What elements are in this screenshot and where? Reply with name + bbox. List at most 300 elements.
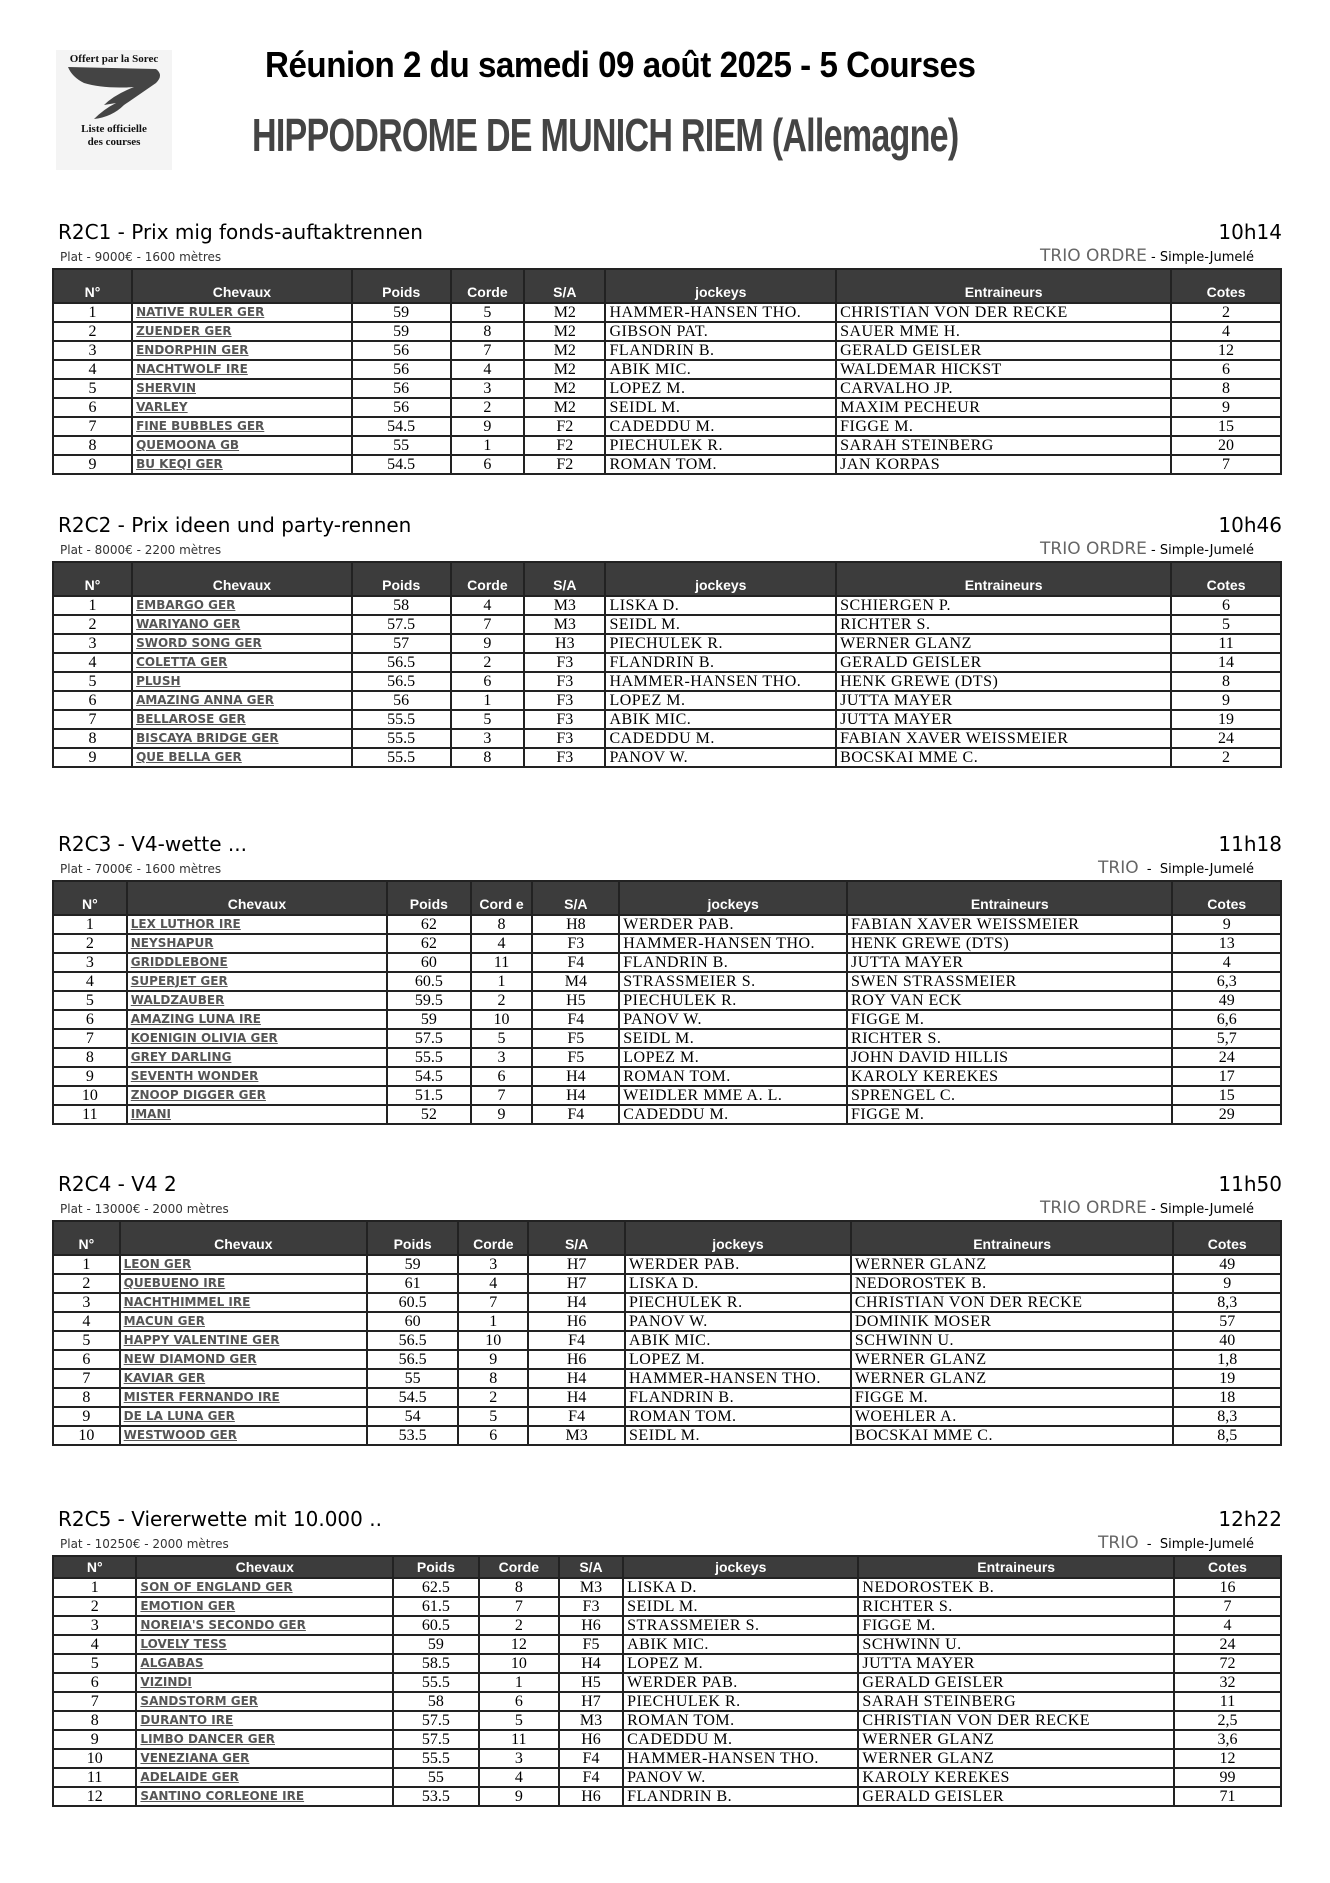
horse-name-link[interactable]: WALDZAUBER bbox=[130, 993, 225, 1007]
runner-number: 7 bbox=[53, 1692, 136, 1711]
bet-type: TRIO ORDRE bbox=[1040, 246, 1147, 266]
table-row bbox=[53, 1635, 1281, 1654]
odds: 13 bbox=[1172, 934, 1281, 953]
col-jockey-header[interactable]: jockeys bbox=[605, 562, 836, 596]
table-row bbox=[53, 1711, 1281, 1730]
draw: 6 bbox=[458, 1426, 528, 1445]
bet-type: TRIO bbox=[1098, 858, 1139, 878]
col-draw-header[interactable]: Corde bbox=[458, 1221, 528, 1255]
race-header bbox=[52, 1507, 1282, 1535]
table-row bbox=[53, 672, 1281, 691]
col-trainer-header[interactable]: Entraineurs bbox=[851, 1221, 1174, 1255]
col-sex-age-header[interactable]: S/A bbox=[532, 881, 619, 915]
draw: 4 bbox=[451, 596, 525, 615]
horse-name-link[interactable]: GREY DARLING bbox=[130, 1050, 232, 1064]
runner-number: 2 bbox=[53, 1597, 136, 1616]
horse-cell bbox=[127, 934, 387, 953]
horse-name-link[interactable]: HAPPY VALENTINE GER bbox=[123, 1333, 280, 1347]
odds: 9 bbox=[1172, 915, 1281, 934]
horse-name-link[interactable]: COLETTA GER bbox=[136, 655, 228, 669]
draw: 1 bbox=[451, 691, 525, 710]
runner-number: 4 bbox=[53, 653, 132, 672]
horse-name-link[interactable]: NEW DIAMOND GER bbox=[123, 1352, 257, 1366]
trainer: WOEHLER A. bbox=[851, 1407, 1174, 1426]
draw: 4 bbox=[451, 360, 525, 379]
trainer: CHRISTIAN VON DER RECKE bbox=[836, 303, 1171, 322]
table-row bbox=[53, 1407, 1281, 1426]
sex-age: M3 bbox=[524, 596, 605, 615]
weight: 62 bbox=[387, 934, 471, 953]
horse-name-link[interactable]: FINE BUBBLES GER bbox=[136, 419, 265, 433]
horse-name-link[interactable]: SHERVIN bbox=[136, 381, 196, 395]
jockey: SEIDL M. bbox=[625, 1426, 851, 1445]
jockey: CADEDDU M. bbox=[623, 1730, 858, 1749]
horse-name-link[interactable]: ZNOOP DIGGER GER bbox=[130, 1088, 266, 1102]
jockey: ROMAN TOM. bbox=[619, 1067, 847, 1086]
horse-name-link[interactable]: LEX LUTHOR IRE bbox=[130, 917, 241, 931]
horse-name-link[interactable]: VENEZIANA GER bbox=[140, 1751, 250, 1765]
weight: 57.5 bbox=[393, 1730, 479, 1749]
trainer: BOCSKAI MME C. bbox=[851, 1426, 1174, 1445]
jockey: LOPEZ M. bbox=[605, 379, 836, 398]
horse-name-link[interactable]: NOREIA'S SECONDO GER bbox=[140, 1618, 306, 1632]
col-weight-header[interactable]: Poids bbox=[352, 562, 451, 596]
horse-name-link[interactable]: BU KEQI GER bbox=[136, 457, 223, 471]
race-subheader bbox=[52, 541, 1282, 561]
col-weight-header[interactable]: Poids bbox=[367, 1221, 458, 1255]
weight: 61.5 bbox=[393, 1597, 479, 1616]
table-row bbox=[53, 398, 1281, 417]
runner-number: 9 bbox=[53, 1407, 120, 1426]
weight: 54.5 bbox=[387, 1067, 471, 1086]
table-row bbox=[53, 1255, 1281, 1274]
col-odds-header[interactable]: Cotes bbox=[1174, 1556, 1281, 1578]
col-trainer-header[interactable]: Entraineurs bbox=[858, 1556, 1174, 1578]
weight: 54.5 bbox=[352, 455, 451, 474]
table-row bbox=[53, 1787, 1281, 1806]
sex-age: M4 bbox=[532, 972, 619, 991]
col-sex-age-header[interactable]: S/A bbox=[524, 562, 605, 596]
sex-age: H6 bbox=[528, 1312, 625, 1331]
race-section bbox=[52, 220, 1282, 475]
horse-name-link[interactable]: SANDSTORM GER bbox=[140, 1694, 259, 1708]
race-bets bbox=[1040, 1198, 1254, 1218]
horse-name-link[interactable]: AMAZING ANNA GER bbox=[136, 693, 274, 707]
weight: 59 bbox=[387, 1010, 471, 1029]
draw: 3 bbox=[451, 729, 525, 748]
race-header bbox=[52, 513, 1282, 541]
trainer: CHRISTIAN VON DER RECKE bbox=[851, 1293, 1174, 1312]
table-row bbox=[53, 972, 1281, 991]
draw: 9 bbox=[471, 1105, 533, 1124]
runner-number: 6 bbox=[53, 1673, 136, 1692]
table-row bbox=[53, 379, 1281, 398]
horse-name-link[interactable]: WESTWOOD GER bbox=[123, 1428, 237, 1442]
jockey: LOPEZ M. bbox=[623, 1654, 858, 1673]
sex-age: H6 bbox=[528, 1350, 625, 1369]
odds: 7 bbox=[1174, 1597, 1281, 1616]
runner-number: 5 bbox=[53, 379, 132, 398]
table-row bbox=[53, 1616, 1281, 1635]
weight: 59 bbox=[367, 1255, 458, 1274]
horse-name-link[interactable]: BISCAYA BRIDGE GER bbox=[136, 731, 279, 745]
draw: 3 bbox=[471, 1048, 533, 1067]
odds: 32 bbox=[1174, 1673, 1281, 1692]
jockey: GIBSON PAT. bbox=[605, 322, 836, 341]
race-time: 12h22 bbox=[1218, 1507, 1282, 1531]
sex-age: M2 bbox=[524, 341, 605, 360]
odds: 11 bbox=[1171, 634, 1281, 653]
weight: 51.5 bbox=[387, 1086, 471, 1105]
runner-number: 6 bbox=[53, 1350, 120, 1369]
draw: 7 bbox=[479, 1597, 559, 1616]
col-draw-header[interactable]: Corde bbox=[479, 1556, 559, 1578]
col-jockey-header[interactable]: jockeys bbox=[623, 1556, 858, 1578]
runner-number: 11 bbox=[53, 1105, 127, 1124]
horse-cell bbox=[132, 672, 352, 691]
odds: 24 bbox=[1171, 729, 1281, 748]
col-number-header[interactable]: N° bbox=[53, 1221, 120, 1255]
sex-age: F4 bbox=[528, 1331, 625, 1350]
sex-age: H7 bbox=[528, 1255, 625, 1274]
horse-cell bbox=[120, 1369, 367, 1388]
horse-name-link[interactable]: EMOTION GER bbox=[140, 1599, 236, 1613]
bet-type: TRIO ORDRE bbox=[1040, 1198, 1147, 1218]
draw: 1 bbox=[451, 436, 525, 455]
runner-number: 10 bbox=[53, 1749, 136, 1768]
trainer: JUTTA MAYER bbox=[836, 710, 1171, 729]
odds: 6,6 bbox=[1172, 1010, 1281, 1029]
col-horse-header[interactable]: Chevaux bbox=[132, 562, 352, 596]
table-row bbox=[53, 953, 1281, 972]
col-horse-header[interactable]: Chevaux bbox=[127, 881, 387, 915]
jockey: FLANDRIN B. bbox=[605, 653, 836, 672]
jockey: WERDER PAB. bbox=[619, 915, 847, 934]
draw: 3 bbox=[479, 1749, 559, 1768]
draw: 7 bbox=[471, 1086, 533, 1105]
jockey: PIECHULEK R. bbox=[619, 991, 847, 1010]
runner-number: 5 bbox=[53, 1654, 136, 1673]
horse-name-link[interactable]: SANTINO CORLEONE IRE bbox=[140, 1789, 305, 1803]
col-horse-header[interactable]: Chevaux bbox=[132, 269, 352, 303]
draw: 10 bbox=[471, 1010, 533, 1029]
horse-name-link[interactable]: NACHTWOLF IRE bbox=[136, 362, 248, 376]
table-row bbox=[53, 748, 1281, 767]
odds: 12 bbox=[1171, 341, 1281, 360]
col-number-header[interactable]: N° bbox=[53, 269, 132, 303]
weight: 60.5 bbox=[393, 1616, 479, 1635]
horse-name-link[interactable]: DE LA LUNA GER bbox=[123, 1409, 235, 1423]
table-row bbox=[53, 915, 1281, 934]
table-row bbox=[53, 1331, 1281, 1350]
horse-cell bbox=[132, 653, 352, 672]
weight: 61 bbox=[367, 1274, 458, 1293]
draw: 10 bbox=[458, 1331, 528, 1350]
horse-name-link[interactable]: SON OF ENGLAND GER bbox=[140, 1580, 293, 1594]
runner-number: 2 bbox=[53, 615, 132, 634]
horse-name-link[interactable]: VIZINDI bbox=[140, 1675, 192, 1689]
meeting-title: Réunion 2 du samedi 09 août 2025 - 5 Courses bbox=[265, 44, 976, 85]
col-draw-header[interactable]: Corde bbox=[451, 562, 525, 596]
horse-name-link[interactable]: SUPERJET GER bbox=[130, 974, 228, 988]
table-row bbox=[53, 1426, 1281, 1445]
horse-cell bbox=[132, 691, 352, 710]
draw: 4 bbox=[471, 934, 533, 953]
col-trainer-header[interactable]: Entraineurs bbox=[847, 881, 1172, 915]
race-name: R2C3 - V4-wette ... bbox=[58, 832, 247, 856]
table-row bbox=[53, 1673, 1281, 1692]
runner-number: 10 bbox=[53, 1426, 120, 1445]
odds: 16 bbox=[1174, 1578, 1281, 1597]
horse-name-link[interactable]: WARIYANO GER bbox=[136, 617, 241, 631]
bet-extra: - Simple-Jumelé bbox=[1146, 250, 1254, 265]
jockey: LISKA D. bbox=[605, 596, 836, 615]
horse-name-link[interactable]: EMBARGO GER bbox=[136, 598, 236, 612]
jockey: SEIDL M. bbox=[623, 1597, 858, 1616]
jockey: FLANDRIN B. bbox=[625, 1388, 851, 1407]
trainer: JUTTA MAYER bbox=[836, 691, 1171, 710]
horse-cell bbox=[132, 455, 352, 474]
jockey: ABIK MIC. bbox=[623, 1635, 858, 1654]
odds: 24 bbox=[1174, 1635, 1281, 1654]
sex-age: F5 bbox=[532, 1048, 619, 1067]
trainer: WERNER GLANZ bbox=[851, 1350, 1174, 1369]
col-sex-age-header[interactable]: S/A bbox=[559, 1556, 623, 1578]
runner-number: 2 bbox=[53, 934, 127, 953]
runners-table bbox=[52, 1220, 1282, 1446]
col-horse-header[interactable]: Chevaux bbox=[136, 1556, 393, 1578]
col-trainer-header[interactable]: Entraineurs bbox=[836, 269, 1171, 303]
horse-name-link[interactable]: MISTER FERNANDO IRE bbox=[123, 1390, 280, 1404]
horse-name-link[interactable]: PLUSH bbox=[136, 674, 181, 688]
col-number-header[interactable]: N° bbox=[53, 562, 132, 596]
runner-number: 2 bbox=[53, 322, 132, 341]
runner-number: 3 bbox=[53, 634, 132, 653]
jockey: FLANDRIN B. bbox=[605, 341, 836, 360]
odds: 8,3 bbox=[1173, 1293, 1281, 1312]
horse-name-link[interactable]: SWORD SONG GER bbox=[136, 636, 262, 650]
odds: 7 bbox=[1171, 455, 1281, 474]
table-row bbox=[53, 1749, 1281, 1768]
horse-name-link[interactable]: SEVENTH WONDER bbox=[130, 1069, 259, 1083]
trainer: FIGGE M. bbox=[847, 1010, 1172, 1029]
horse-name-link[interactable]: AMAZING LUNA IRE bbox=[130, 1012, 261, 1026]
horse-cell bbox=[132, 748, 352, 767]
horse-cell bbox=[120, 1255, 367, 1274]
runner-number: 8 bbox=[53, 436, 132, 455]
trainer: GERALD GEISLER bbox=[858, 1673, 1174, 1692]
horse-name-link[interactable]: BELLAROSE GER bbox=[136, 712, 246, 726]
race-subheader bbox=[52, 1535, 1282, 1555]
col-trainer-header[interactable]: Entraineurs bbox=[836, 562, 1171, 596]
draw: 3 bbox=[451, 379, 525, 398]
jockey: SEIDL M. bbox=[605, 398, 836, 417]
horse-name-link[interactable]: ZUENDER GER bbox=[136, 324, 232, 338]
col-number-header[interactable]: N° bbox=[53, 881, 127, 915]
horse-name-link[interactable]: MACUN GER bbox=[123, 1314, 205, 1328]
horse-name-link[interactable]: NATIVE RULER GER bbox=[136, 305, 265, 319]
col-jockey-header[interactable]: jockeys bbox=[625, 1221, 851, 1255]
col-number-header[interactable]: N° bbox=[53, 1556, 136, 1578]
weight: 56 bbox=[352, 691, 451, 710]
horse-cell bbox=[136, 1597, 393, 1616]
col-horse-header[interactable]: Chevaux bbox=[120, 1221, 367, 1255]
horse-cell bbox=[136, 1692, 393, 1711]
draw: 6 bbox=[451, 455, 525, 474]
horse-name-link[interactable]: NEYSHAPUR bbox=[130, 936, 214, 950]
sex-age: F3 bbox=[524, 653, 605, 672]
col-weight-header[interactable]: Poids bbox=[393, 1556, 479, 1578]
col-jockey-header[interactable]: jockeys bbox=[619, 881, 847, 915]
horse-name-link[interactable]: IMANI bbox=[130, 1107, 171, 1121]
odds: 5 bbox=[1171, 615, 1281, 634]
draw: 7 bbox=[458, 1293, 528, 1312]
runner-number: 8 bbox=[53, 1388, 120, 1407]
col-odds-header[interactable]: Cotes bbox=[1172, 881, 1281, 915]
runner-number: 1 bbox=[53, 596, 132, 615]
odds: 5,7 bbox=[1172, 1029, 1281, 1048]
draw: 11 bbox=[471, 953, 533, 972]
horse-name-link[interactable]: NACHTHIMMEL IRE bbox=[123, 1295, 251, 1309]
draw: 4 bbox=[458, 1274, 528, 1293]
odds: 18 bbox=[1173, 1388, 1281, 1407]
odds: 4 bbox=[1174, 1616, 1281, 1635]
jockey: WERDER PAB. bbox=[623, 1673, 858, 1692]
draw: 6 bbox=[471, 1067, 533, 1086]
horse-name-link[interactable]: QUEBUENO IRE bbox=[123, 1276, 226, 1290]
horse-name-link[interactable]: QUE BELLA GER bbox=[136, 750, 242, 764]
runner-number: 7 bbox=[53, 1029, 127, 1048]
weight: 56.5 bbox=[367, 1331, 458, 1350]
trainer: HENK GREWE (DTS) bbox=[836, 672, 1171, 691]
horse-cell bbox=[136, 1787, 393, 1806]
col-jockey-header[interactable]: jockeys bbox=[605, 269, 836, 303]
horse-name-link[interactable]: LIMBO DANCER GER bbox=[140, 1732, 275, 1746]
sex-age: F5 bbox=[559, 1635, 623, 1654]
jockey: LISKA D. bbox=[623, 1578, 858, 1597]
venue-title: HIPPODROME DE MUNICH RIEM (Allemagne) bbox=[252, 109, 959, 161]
sex-age: F4 bbox=[559, 1749, 623, 1768]
jockey: SEIDL M. bbox=[605, 615, 836, 634]
race-conditions: Plat - 10250€ - 2000 mètres bbox=[60, 1537, 229, 1551]
trainer: GERALD GEISLER bbox=[836, 341, 1171, 360]
horse-name-link[interactable]: GRIDDLEBONE bbox=[130, 955, 228, 969]
horse-cell bbox=[127, 915, 387, 934]
horse-cell bbox=[136, 1730, 393, 1749]
weight: 58 bbox=[393, 1692, 479, 1711]
jockey: SEIDL M. bbox=[619, 1029, 847, 1048]
horse-name-link[interactable]: ADELAIDE GER bbox=[140, 1770, 239, 1784]
table-row bbox=[53, 991, 1281, 1010]
table-row bbox=[53, 417, 1281, 436]
sex-age: F2 bbox=[524, 417, 605, 436]
odds: 9 bbox=[1171, 398, 1281, 417]
col-draw-header[interactable]: Corde bbox=[451, 269, 525, 303]
odds: 11 bbox=[1174, 1692, 1281, 1711]
col-odds-header[interactable]: Cotes bbox=[1171, 562, 1281, 596]
col-sex-age-header[interactable]: S/A bbox=[528, 1221, 625, 1255]
table-row bbox=[53, 360, 1281, 379]
trainer: SCHIERGEN P. bbox=[836, 596, 1171, 615]
runner-number: 1 bbox=[53, 303, 132, 322]
runner-number: 6 bbox=[53, 398, 132, 417]
horse-name-link[interactable]: KOENIGIN OLIVIA GER bbox=[130, 1031, 278, 1045]
trainer: MAXIM PECHEUR bbox=[836, 398, 1171, 417]
trainer: WERNER GLANZ bbox=[836, 634, 1171, 653]
trainer: NEDOROSTEK B. bbox=[858, 1578, 1174, 1597]
runner-number: 10 bbox=[53, 1086, 127, 1105]
jockey: CADEDDU M. bbox=[619, 1105, 847, 1124]
col-weight-header[interactable]: Poids bbox=[352, 269, 451, 303]
weight: 55.5 bbox=[393, 1673, 479, 1692]
sex-age: H3 bbox=[524, 634, 605, 653]
trainer: CHRISTIAN VON DER RECKE bbox=[858, 1711, 1174, 1730]
horse-cell bbox=[120, 1407, 367, 1426]
sex-age: M3 bbox=[524, 615, 605, 634]
col-sex-age-header[interactable]: S/A bbox=[524, 269, 605, 303]
sex-age: F3 bbox=[524, 672, 605, 691]
jockey: ABIK MIC. bbox=[625, 1331, 851, 1350]
runner-number: 9 bbox=[53, 748, 132, 767]
draw: 8 bbox=[451, 748, 525, 767]
horse-cell bbox=[120, 1274, 367, 1293]
horse-cell bbox=[127, 972, 387, 991]
weight: 54.5 bbox=[367, 1388, 458, 1407]
jockey: LOPEZ M. bbox=[625, 1350, 851, 1369]
runner-number: 7 bbox=[53, 1369, 120, 1388]
horse-name-link[interactable]: VARLEY bbox=[136, 400, 188, 414]
race-conditions: Plat - 13000€ - 2000 mètres bbox=[60, 1202, 229, 1216]
odds: 15 bbox=[1172, 1086, 1281, 1105]
horse-name-link[interactable]: LOVELY TESS bbox=[140, 1637, 227, 1651]
race-time: 11h18 bbox=[1218, 832, 1282, 856]
odds: 1,8 bbox=[1173, 1350, 1281, 1369]
draw: 1 bbox=[458, 1312, 528, 1331]
sex-age: M3 bbox=[559, 1711, 623, 1730]
horse-name-link[interactable]: ENDORPHIN GER bbox=[136, 343, 249, 357]
horse-name-link[interactable]: LEON GER bbox=[123, 1257, 192, 1271]
race-section bbox=[52, 513, 1282, 768]
sex-age: M2 bbox=[524, 360, 605, 379]
horse-name-link[interactable]: KAVIAR GER bbox=[123, 1371, 206, 1385]
bet-type: TRIO ORDRE bbox=[1040, 539, 1147, 559]
sex-age: M3 bbox=[528, 1426, 625, 1445]
sex-age: H4 bbox=[559, 1654, 623, 1673]
draw: 5 bbox=[458, 1407, 528, 1426]
race-subheader bbox=[52, 860, 1282, 880]
col-draw-header[interactable]: Cord e bbox=[471, 881, 533, 915]
col-odds-header[interactable]: Cotes bbox=[1173, 1221, 1281, 1255]
odds: 71 bbox=[1174, 1787, 1281, 1806]
draw: 10 bbox=[479, 1654, 559, 1673]
horse-name-link[interactable]: ALGABAS bbox=[140, 1656, 204, 1670]
odds: 17 bbox=[1172, 1067, 1281, 1086]
race-name: R2C4 - V4 2 bbox=[58, 1172, 177, 1196]
sex-age: H6 bbox=[559, 1787, 623, 1806]
table-row bbox=[53, 1578, 1281, 1597]
odds: 49 bbox=[1173, 1255, 1281, 1274]
sex-age: F3 bbox=[524, 710, 605, 729]
horse-name-link[interactable]: DURANTO IRE bbox=[140, 1713, 234, 1727]
col-weight-header[interactable]: Poids bbox=[387, 881, 471, 915]
horse-cell bbox=[132, 379, 352, 398]
draw: 1 bbox=[471, 972, 533, 991]
horse-name-link[interactable]: QUEMOONA GB bbox=[136, 438, 240, 452]
odds: 40 bbox=[1173, 1331, 1281, 1350]
col-odds-header[interactable]: Cotes bbox=[1171, 269, 1281, 303]
weight: 60 bbox=[367, 1312, 458, 1331]
runner-number: 1 bbox=[53, 1255, 120, 1274]
